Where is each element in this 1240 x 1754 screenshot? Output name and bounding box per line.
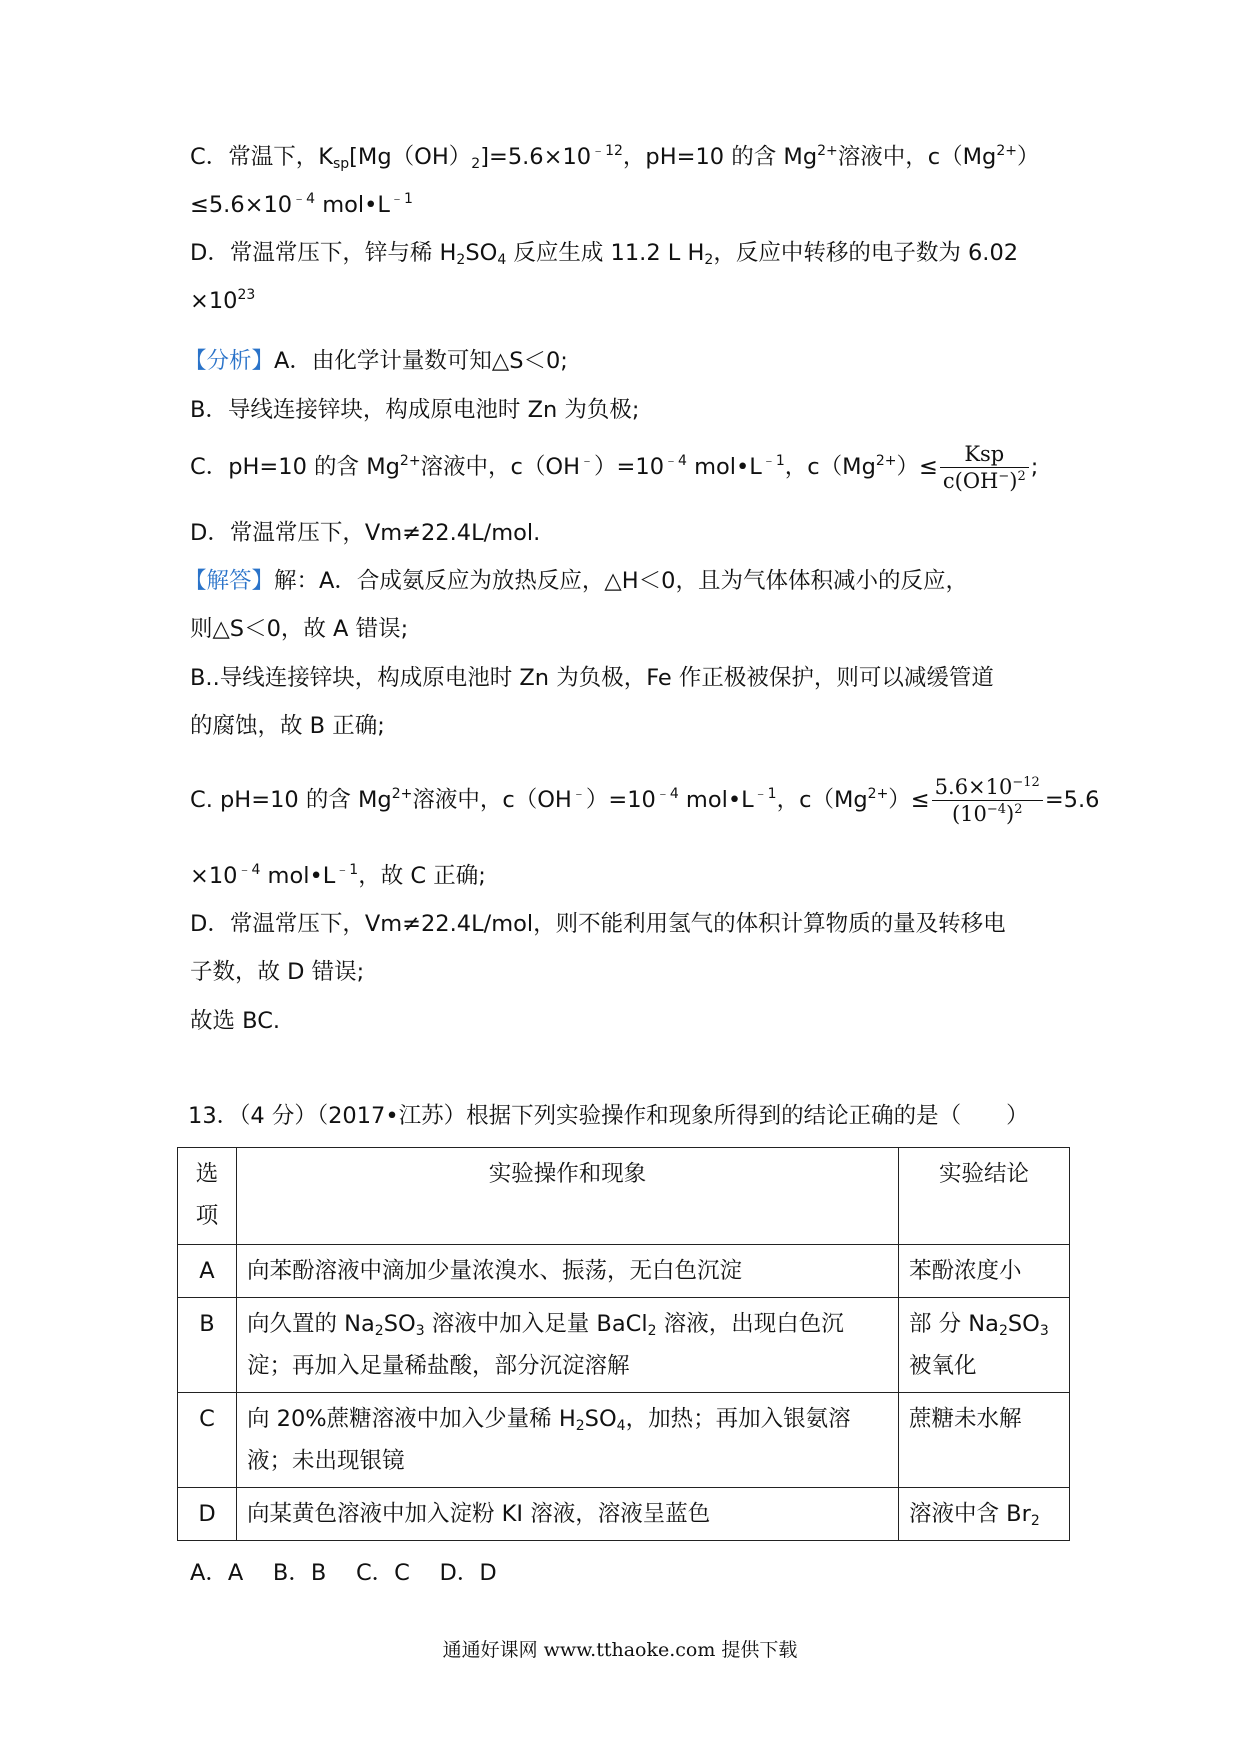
analysis-c: C．pH=10 的含 $Mg^{2+}$溶液中，$c(OH^﹣)=10^{﹣4}$ $mol•L^{﹣1}$，$c(Mg^{2+})\le$ $\frac{\text{Ksp}}{c(OH^-)^2}$ ;: [190, 442, 1039, 493]
page-footer: 通通好课网 www.tthaoke.com 提供下载: [442, 1639, 798, 1661]
option-c-line-1: C．常温下，$K_{sp}[Mg(OH)_2]=5.6\times 10^{﹣12}$，pH=10 的含 $Mg^{2+}$溶液中，$c(Mg^{2+})$: [190, 143, 1040, 172]
analysis-a: 【分析】A．由化学计量数可知△S＜0;: [184, 348, 568, 374]
header-conclusion: 实验结论: [899, 1148, 1070, 1245]
option-c-line-2: $\le 5.6\times 10^{﹣4}$ $mol•L^{﹣1}$: [190, 191, 413, 218]
row-option: C: [178, 1393, 237, 1488]
row-operation: 向久置的 $Na_2SO_3$ 溶液中加入足量 BaCl$_2$ 溶液，出现白色沉淀；再加入足量稀盐酸，部分沉淀溶解: [237, 1298, 899, 1393]
table-row: [178, 1488, 1070, 1541]
row-option: B: [178, 1298, 237, 1393]
table-row: [178, 1298, 1070, 1393]
analysis-b: B．导线连接锌块，构成原电池时 Zn 为负极;: [190, 397, 640, 423]
question-13-stem: 13．（4 分）（2017•江苏）根据下列实验操作和现象所得到的结论正确的是（ ）: [188, 1103, 1029, 1129]
solution-a-1: 【解答】解：A．合成氨反应为放热反应，△H＜0，且为气体体积减小的反应，: [184, 568, 968, 594]
row-conclusion: 苯酚浓度小: [899, 1245, 1070, 1298]
solution-tag: 【解答】: [184, 568, 275, 594]
row-operation: 向某黄色溶液中加入淀粉 KI 溶液，溶液呈蓝色: [237, 1488, 899, 1541]
solution-answer: 故选 BC.: [190, 1008, 281, 1034]
answer-choices: A．A B．B C．C D．D: [190, 1560, 497, 1586]
row-option: D: [178, 1488, 237, 1541]
solution-c-2: $\times 10^{﹣4}$ $mol•L^{﹣1}$，故 C 正确;: [190, 862, 486, 889]
solution-a-2: 则△S＜0，故 A 错误;: [190, 616, 409, 642]
table-row: [178, 1393, 1070, 1488]
table-header-row: [178, 1148, 1070, 1245]
row-conclusion: 蔗糖未水解: [899, 1393, 1070, 1488]
row-operation: 向苯酚溶液中滴加少量浓溴水、振荡，无白色沉淀: [237, 1245, 899, 1298]
ksp-fraction: $\frac{\text{Ksp}}{c(OH^-)^2}$: [940, 442, 1029, 493]
row-conclusion: 溶液中含 $Br_2$: [899, 1488, 1070, 1541]
solution-d-1: D．常温常压下，Vm≠22.4L/mol，则不能利用氢气的体积计算物质的量及转移电: [190, 911, 1006, 937]
option-d-line-2: $\times 10^{23}$: [190, 287, 256, 314]
solution-c-1: C. pH=10 的含 $Mg^{2+}$溶液中，$c(OH^﹣)=10^{﹣4}$ $mol•L^{﹣1}$，$c(Mg^{2+})\le$ $\frac{5.6\times 10^{-12}}{(10^{-4})^2}$ =5.6: [190, 775, 1100, 826]
question-13-table: [177, 1147, 1070, 1541]
analysis-tag: 【分析】: [184, 348, 275, 374]
row-option: A: [178, 1245, 237, 1298]
solution-b-1: B..导线连接锌块，构成原电池时 Zn 为负极，Fe 作正极被保护，则可以减缓管道: [190, 665, 994, 691]
header-option: 选 项: [178, 1148, 237, 1245]
solution-b-2: 的腐蚀，故 B 正确;: [190, 713, 385, 739]
mg-fraction: $\frac{5.6\times 10^{-12}}{(10^{-4})^2}$: [932, 775, 1043, 826]
analysis-d: D．常温常压下，Vm≠22.4L/mol.: [190, 520, 541, 546]
header-operation: 实验操作和现象: [237, 1148, 899, 1245]
row-operation: 向 20%蔗糖溶液中加入少量稀 $H_2SO_4$，加热；再加入银氨溶液；未出现银镜: [237, 1393, 899, 1488]
solution-d-2: 子数，故 D 错误;: [190, 959, 365, 985]
option-d-line-1: D．常温常压下，锌与稀 $H_2SO_4$ 反应生成 11.2 L $H_2$，反应中转移的电子数为 6.02: [190, 240, 1019, 268]
table-row: [178, 1245, 1070, 1298]
row-conclusion: 部 分 $Na_2SO_3$ 被氧化: [899, 1298, 1070, 1393]
